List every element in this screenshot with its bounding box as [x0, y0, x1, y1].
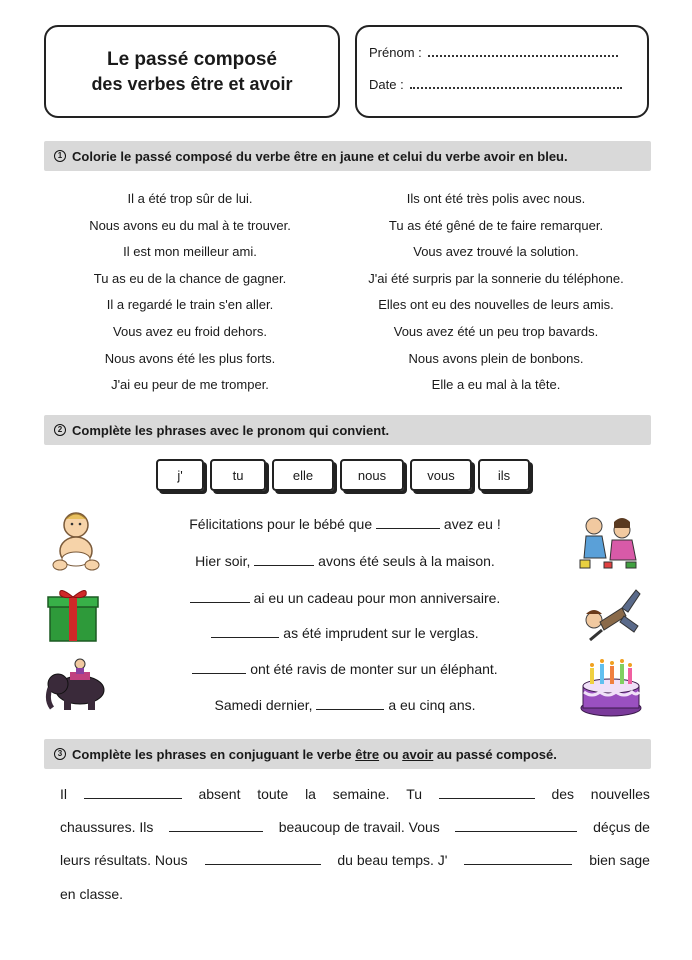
pronoun-box[interactable]: vous: [410, 459, 472, 491]
answer-blank[interactable]: [439, 787, 535, 799]
section-1-number: 1: [54, 150, 66, 162]
section-3-paragraph: [60, 786, 650, 906]
word: bien sage: [589, 852, 650, 868]
sentence: Ils ont été très polis avec nous.: [406, 191, 586, 206]
sentence-after: a eu cinq ans.: [388, 697, 476, 713]
sentence: Il a regardé le train s'en aller.: [106, 297, 274, 313]
word: en classe.: [60, 886, 124, 902]
sentence-after: avez eu !: [443, 516, 501, 532]
section-3-instruction-after: au passé composé.: [436, 746, 557, 762]
sentence: Nous avons été les plus forts.: [104, 350, 276, 366]
answer-blank[interactable]: [455, 820, 577, 832]
section-1-header: [44, 141, 651, 171]
answer-blank[interactable]: [464, 853, 572, 865]
word: la: [305, 786, 316, 802]
sentence: Vous avez eu froid dehors.: [113, 323, 267, 339]
sentence: J'ai eu peur de me tromper.: [111, 377, 269, 393]
fill-sentence: [150, 625, 540, 641]
title-line-1: Le passé composé: [106, 48, 278, 70]
word: du beau temps. J': [337, 852, 448, 868]
section-3-header: [44, 739, 651, 769]
pronoun-box[interactable]: j': [156, 459, 204, 491]
sentence: J'ai été surpris par la sonnerie du téléphone.: [368, 270, 624, 286]
sentence: Elle a eu mal à la tête.: [431, 377, 561, 393]
date-label: Date :: [369, 77, 404, 92]
section-1-right-column: [346, 186, 646, 399]
paragraph-line: [60, 852, 650, 868]
date-row: [369, 77, 647, 109]
answer-blank[interactable]: [316, 698, 384, 710]
word: nouvelles: [590, 786, 650, 802]
verb-avoir: avoir: [402, 746, 434, 762]
sentence-after: avons été seuls à la maison.: [318, 553, 495, 569]
word: des: [551, 786, 575, 802]
word: Tu: [406, 786, 423, 802]
title-line-2: des verbes être et avoir: [91, 73, 293, 94]
gift-icon: [46, 583, 102, 643]
sentence-before: Félicitations pour le bébé que: [189, 516, 373, 532]
paragraph-line: [60, 786, 650, 802]
sentence: Nous avons eu du mal à te trouver.: [89, 217, 291, 233]
verb-etre: être: [355, 746, 380, 762]
word: Il: [60, 786, 67, 802]
date-field[interactable]: [410, 79, 622, 89]
answer-blank[interactable]: [190, 591, 250, 603]
sentence: Elles ont eu des nouvelles de leurs amis.: [378, 297, 614, 313]
fill-sentence: [150, 697, 540, 713]
student-info-box: [355, 25, 649, 118]
sentence: Tu as eu de la chance de gagner.: [93, 270, 287, 286]
section-3-instruction-middle: ou: [382, 746, 399, 762]
answer-blank[interactable]: [84, 787, 182, 799]
pronoun-box[interactable]: ils: [478, 459, 530, 491]
pronoun-bank: [156, 459, 530, 491]
fill-sentence: [150, 661, 540, 677]
sentence-after: ai eu un cadeau pour mon anniversaire.: [253, 590, 501, 606]
section-2-number: 2: [54, 424, 66, 436]
sentence-before: Hier soir,: [195, 553, 251, 569]
word: leurs résultats. Nous: [60, 852, 188, 868]
word: déçus de: [593, 819, 650, 835]
birthday-cake-icon: [578, 654, 644, 718]
elephant-rider-icon: [44, 656, 110, 714]
sentence-after: as été imprudent sur le verglas.: [283, 625, 479, 641]
sentence: Il a été trop sûr de lui.: [127, 191, 253, 206]
word: beaucoup de travail. Vous: [278, 819, 440, 835]
sentence: Nous avons plein de bonbons.: [408, 350, 584, 366]
pronoun-box[interactable]: elle: [272, 459, 334, 491]
sentence: Il est mon meilleur ami.: [123, 244, 257, 260]
fill-sentence: [150, 553, 540, 569]
prenom-field[interactable]: [428, 47, 618, 57]
prenom-row: [369, 45, 647, 77]
section-2-header: [44, 415, 651, 445]
sentence: Vous avez trouvé la solution.: [413, 244, 579, 260]
paragraph-line: [60, 886, 650, 902]
answer-blank[interactable]: [376, 517, 440, 529]
word: semaine.: [332, 786, 390, 802]
answer-blank[interactable]: [205, 853, 321, 865]
answer-blank[interactable]: [254, 554, 314, 566]
section-3-number: 3: [54, 748, 66, 760]
answer-blank[interactable]: [169, 820, 263, 832]
fill-sentence: [150, 516, 540, 532]
sentence: Tu as été gêné de te faire remarquer.: [388, 217, 604, 233]
kids-playing-icon: [576, 514, 642, 570]
word: chaussures. Ils: [60, 819, 154, 835]
sentence-before: Samedi dernier,: [214, 697, 313, 713]
fill-sentence: [150, 590, 540, 606]
section-3-instruction-before: Complète les phrases en conjuguant le verbe: [72, 746, 352, 762]
word: toute: [257, 786, 289, 802]
paragraph-line: [60, 819, 650, 835]
sentence-after: ont été ravis de monter sur un éléphant.: [250, 661, 498, 677]
word: absent: [198, 786, 241, 802]
prenom-label: Prénom :: [369, 45, 422, 60]
section-1-left-column: [40, 186, 340, 399]
section-2-instruction: Complète les phrases avec le pronom qui convient.: [72, 422, 390, 438]
answer-blank[interactable]: [192, 662, 246, 674]
answer-blank[interactable]: [211, 626, 279, 638]
sentence: Vous avez été un peu trop bavards.: [393, 323, 599, 339]
falling-boy-icon: [580, 586, 642, 642]
title-box: [44, 25, 340, 118]
pronoun-box[interactable]: nous: [340, 459, 404, 491]
section-1-instruction: Colorie le passé composé du verbe être en jaune et celui du verbe avoir en bleu.: [72, 148, 568, 164]
baby-icon: [48, 509, 104, 573]
pronoun-box[interactable]: tu: [210, 459, 266, 491]
